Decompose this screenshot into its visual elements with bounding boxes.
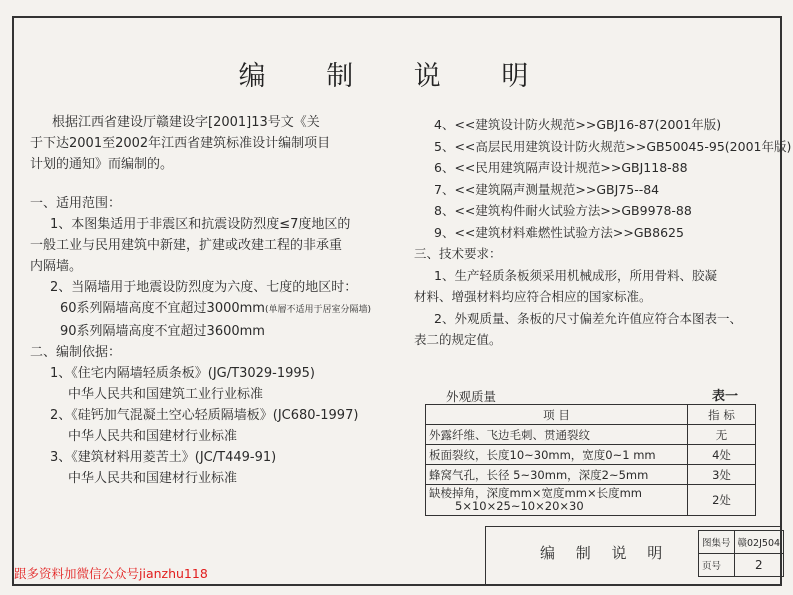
table-header-item: 项 目 xyxy=(426,405,688,425)
watermark-text: 跟多资料加微信公众号jianzhu118 xyxy=(14,566,208,581)
table-header-index: 指 标 xyxy=(688,405,756,425)
basis-6: 6、<<民用建筑隔声设计规范>>GBJ118-88 xyxy=(434,160,688,175)
titleblock-row xyxy=(699,531,784,554)
table-cell-item xyxy=(426,485,688,516)
titleblock-name: 编 制 说 明 xyxy=(540,544,671,562)
table-cell-value: 3处 xyxy=(688,465,756,485)
scope-2a-note: (单層不适用于居室分隔墙) xyxy=(264,305,371,315)
table-cell-item-line-1: 缺棱掉角，深度mm×宽度mm×长度mm xyxy=(429,486,642,500)
table-row xyxy=(426,485,756,516)
atlas-value: 赣02J504 xyxy=(734,531,784,554)
basis-3-title: 3、《建筑材料用菱苦土》(JC/T449-91) xyxy=(50,450,277,465)
basis-2-title: 2、《硅钙加气混凝土空心轻质隔墙板》(JC680-1997) xyxy=(50,408,359,423)
basis-5: 5、<<高层民用建筑设计防火规范>>GB50045-95(2001年版) xyxy=(434,138,792,154)
intro-line-3: 计划的通知》而编制的。 xyxy=(30,157,174,172)
scope-1-line-3: 内隔墙。 xyxy=(30,259,83,274)
basis-1-org: 中华人民共和国建筑工业行业标准 xyxy=(68,387,264,402)
scope-2a xyxy=(30,298,398,321)
page-value: 2 xyxy=(734,554,784,577)
titleblock-row xyxy=(699,554,784,577)
tech-2-line-1: 2、外观质量、条板的尺寸偏差允许值应符合本图表一、 xyxy=(434,310,742,326)
table-cell-item: 外露纤维、飞边毛刺、贯通裂纹 xyxy=(426,425,688,445)
table-cell-item-line-2: 5×10×25~10×20×30 xyxy=(455,499,584,513)
section-1-heading: 一、适用范围： xyxy=(30,196,122,211)
table-row xyxy=(426,425,756,445)
scope-2-line: 2、当隔墙用于地震设防烈度为六度、七度的地区时： xyxy=(50,280,358,295)
right-column xyxy=(414,114,792,351)
tech-1-line-1: 1、生产轻质条板须采用机械成形，所用骨料、胶凝 xyxy=(434,267,717,283)
page-title: 编 制 说 明 xyxy=(238,61,555,92)
scope-2a-text: 60系列隔墙高度不宜超过3000mm xyxy=(60,301,265,316)
section-2-heading: 二、编制依据： xyxy=(30,345,122,360)
basis-3-org: 中华人民共和国建材行业标准 xyxy=(68,471,238,486)
scope-2b: 90系列隔墙高度不宜超过3600mm xyxy=(60,324,265,339)
page-label: 页号 xyxy=(699,554,735,577)
table-caption: 外观质量 xyxy=(446,389,497,404)
titleblock-divider xyxy=(485,526,486,584)
basis-1-title: 1、《住宅内隔墙轻质条板》(JG/T3029-1995) xyxy=(50,366,316,381)
table-cell-item: 蜂窝气孔，长径 5~30mm，深度2~5mm xyxy=(426,465,688,485)
titleblock-top-line xyxy=(485,526,781,527)
table-row xyxy=(426,465,756,485)
table-header-row xyxy=(426,405,756,425)
basis-2-org: 中华人民共和国建材行业标准 xyxy=(68,429,238,444)
table-cell-value: 2处 xyxy=(688,485,756,516)
scope-1-line-1: 1、本图集适用于非震区和抗震设防烈度≤7度地区的 xyxy=(50,217,351,232)
tech-1-line-2: 材料、增强材料均应符合相应的国家标准。 xyxy=(414,289,652,304)
intro-line-2: 于下达2001至2002年江西省建筑标准设计编制项目 xyxy=(30,136,331,151)
table-cell-value: 4处 xyxy=(688,445,756,465)
section-3-heading: 三、技术要求： xyxy=(414,246,502,261)
table-cell-value: 无 xyxy=(688,425,756,445)
tech-2-line-2: 表二的规定值。 xyxy=(414,332,502,347)
basis-7: 7、<<建筑隔声测量规范>>GBJ75--84 xyxy=(434,181,660,197)
scope-1-line-2: 一般工业与民用建筑中新建，扩建或改建工程的非承重 xyxy=(30,238,343,253)
basis-9: 9、<<建筑材料难燃性试验方法>>GB8625 xyxy=(434,224,684,240)
appearance-quality-table xyxy=(425,404,756,516)
table-row xyxy=(426,445,756,465)
basis-4: 4、<<建筑设计防火规范>>GBJ16-87(2001年版) xyxy=(434,117,722,132)
basis-8: 8、<<建筑构件耐火试验方法>>GB9978-88 xyxy=(434,203,692,218)
table-cell-item: 板面裂纹，长度10~30mm，宽度0~1 mm xyxy=(426,445,688,465)
intro-line-1: 根据江西省建设厅赣建设字[2001]13号文《关 xyxy=(52,115,320,130)
table-number: 表一 xyxy=(712,389,739,404)
left-column xyxy=(30,112,398,489)
titleblock-grid xyxy=(698,530,784,577)
atlas-label: 图集号 xyxy=(699,531,735,554)
